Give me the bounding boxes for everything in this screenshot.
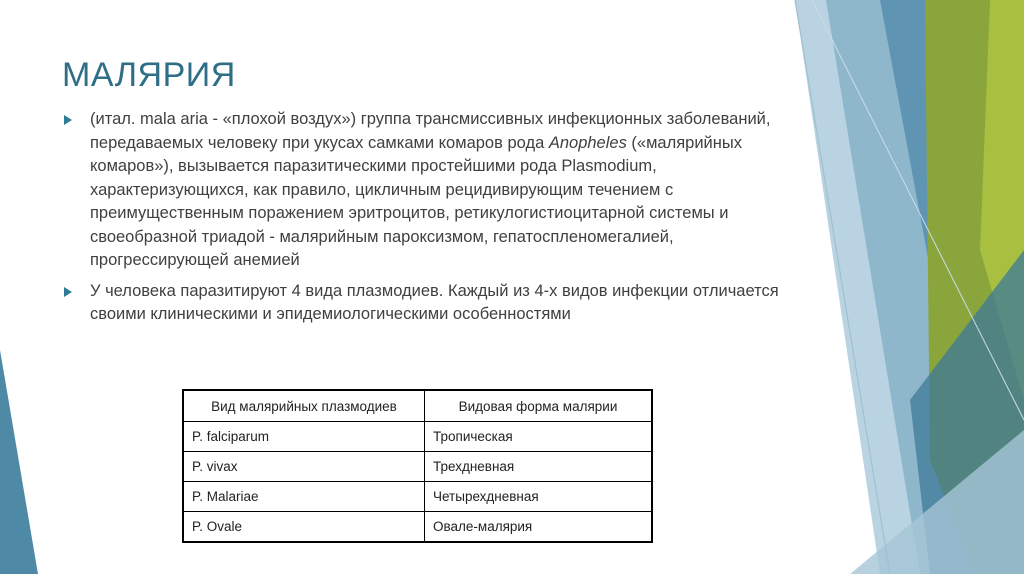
triangle-bullet-icon: [64, 115, 72, 125]
bullet-item-definition: [62, 108, 782, 273]
header-species: Вид малярийных плазмодиев: [183, 390, 425, 422]
left-accent-shape: [0, 350, 38, 574]
header-malaria-form: Видовая форма малярии: [425, 390, 653, 422]
definition-genus-italic: Anopheles: [548, 133, 627, 152]
table-row: [183, 452, 652, 482]
species-cell: P. Malariae: [183, 482, 425, 512]
table-row: [183, 482, 652, 512]
bullet-item-species-count: [62, 280, 782, 327]
plasmodium-species-table: [182, 389, 653, 543]
species-cell: P. falciparum: [183, 422, 425, 452]
definition-text-end: («малярийных комаров»), вызывается паразитическими простейшими рода Plasmodium, характеризующихся, как правило, цикличным рецидивирующим течением с преимущественным поражением эритроцитов, ретикулогистиоцитарной системы и своеобразной триадой - малярийным пароксизмом, гепатоспленомегалией, прогрессирующей анемией: [90, 133, 742, 269]
form-cell: Овале-малярия: [425, 512, 653, 543]
table-row: [183, 512, 652, 543]
bullet-list: [62, 108, 782, 334]
form-cell: Трехдневная: [425, 452, 653, 482]
triangle-bullet-icon: [64, 287, 72, 297]
form-cell: Тропическая: [425, 422, 653, 452]
definition-text-start: (итал. mala aria - «плохой воздух») группа трансмиссивных инфекционных заболеваний, передаваемых человеку при укусах самками комаров рода: [90, 110, 771, 152]
slide-title: МАЛЯРИЯ: [62, 56, 236, 94]
table-row: [183, 422, 652, 452]
form-cell: Четырехдневная: [425, 482, 653, 512]
table-header-row: [183, 390, 652, 422]
species-count-text: У человека паразитируют 4 вида плазмодиев. Каждый из 4-х видов инфекции отличается своими клиническими и эпидемиологическими особенностями: [90, 281, 779, 323]
species-cell: P. vivax: [183, 452, 425, 482]
species-cell: P. Ovale: [183, 512, 425, 543]
